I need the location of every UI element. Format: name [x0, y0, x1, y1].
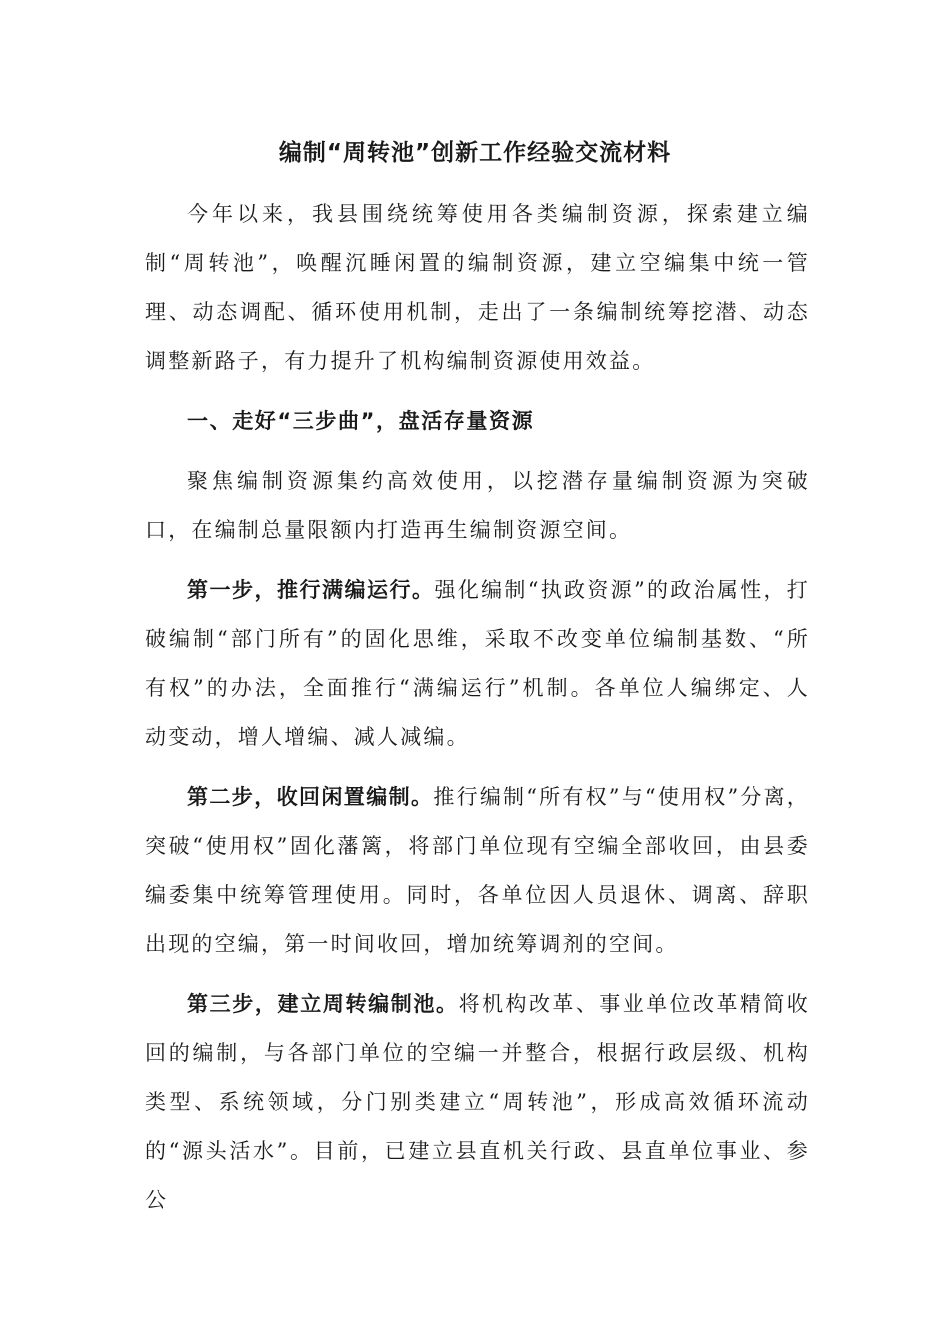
step-3-lead: 第三步，建立周转编制池。: [187, 992, 459, 1016]
step-2-text: 推行编制“所有权”与“使用权”分离，突破“使用权”固化藩篱，将部门单位现有空编全部收回，由县委编委集中统筹管理使用。同时，各单位因人员退休、调离、辞职出现的空编，第一时间收回，增加统筹调剂的空间。: [145, 785, 810, 956]
step-3-paragraph: [145, 980, 810, 1225]
section-1-paragraph: 聚焦编制资源集约高效使用，以挖潜存量编制资源为突破口，在编制总量限额内打造再生编制资源空间。: [145, 469, 810, 542]
step-1-lead: 第一步，推行满编运行。: [187, 578, 435, 602]
document-body: [145, 190, 810, 1225]
step-3-text: 将机构改革、事业单位改革精简收回的编制，与各部门单位的空编一并整合，根据行政层级、机构类型、系统领域，分门别类建立“周转池”，形成高效循环流动的“源头活水”。目前，已建立县直机关行政、县直单位事业、参公: [145, 992, 810, 1212]
intro-paragraph: 今年以来，我县围绕统筹使用各类编制资源，探索建立编制“周转池”，唤醒沉睡闲置的编制资源，建立空编集中统一管理、动态调配、循环使用机制，走出了一条编制统筹挖潜、动态调整新路子，有力提升了机构编制资源使用效益。: [145, 202, 810, 373]
section-heading-1: 一、走好“三步曲”，盘活存量资源: [187, 409, 535, 433]
step-1-text: 强化编制“执政资源”的政治属性，打破编制“部门所有”的固化思维，采取不改变单位编制基数、“所有权”的办法，全面推行“满编运行”机制。各单位人编绑定、人动变动，增人增编、减人减编。: [145, 578, 810, 749]
step-1-paragraph: [145, 566, 810, 762]
document-title: 编制“周转池”创新工作经验交流材料: [278, 140, 672, 166]
step-2-paragraph: [145, 773, 810, 969]
step-2-lead: 第二步，收回闲置编制。: [187, 785, 434, 809]
